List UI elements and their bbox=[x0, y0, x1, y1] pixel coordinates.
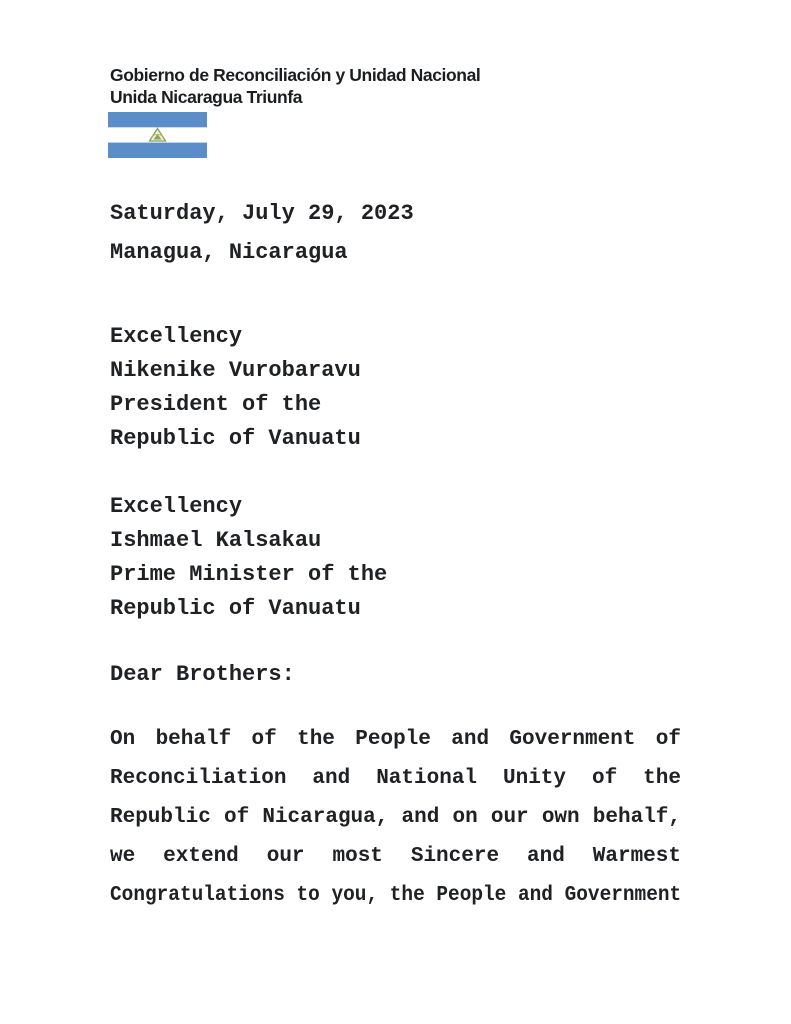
recipient-name: Ishmael Kalsakau bbox=[110, 528, 322, 553]
recipient-title-line-2: Republic of Vanuatu bbox=[110, 596, 361, 621]
dateline bbox=[110, 194, 681, 272]
recipient-president bbox=[110, 320, 681, 456]
place-text: Managua, Nicaragua bbox=[110, 240, 348, 265]
body-line-3: Republic of Nicaragua, and on our own behalf, bbox=[110, 806, 681, 829]
recipient-title-line-2: Republic of Vanuatu bbox=[110, 426, 361, 451]
salutation-text: Dear Brothers: bbox=[110, 662, 295, 687]
body-line-1: On behalf of the People and Government of bbox=[110, 728, 681, 751]
recipient-honorific: Excellency bbox=[110, 324, 243, 349]
letter-body bbox=[110, 720, 681, 915]
recipient-name: Nikenike Vurobaravu bbox=[110, 358, 361, 383]
recipient-title-line-1: President of the bbox=[110, 392, 322, 417]
body-line-5: Congratulations to you, the People and Government bbox=[110, 884, 682, 907]
recipient-prime-minister bbox=[110, 490, 681, 626]
recipient-title-line-1: Prime Minister of the bbox=[110, 562, 388, 587]
recipient-honorific: Excellency bbox=[110, 494, 243, 519]
letterhead-line-1: Gobierno de Reconciliación y Unidad Nacional bbox=[110, 65, 481, 85]
salutation bbox=[110, 662, 681, 688]
letterhead-line-2: Unida Nicaragua Triunfa bbox=[110, 87, 303, 107]
letterhead bbox=[110, 64, 710, 108]
body-line-4: we extend our most Sincere and Warmest bbox=[110, 845, 681, 868]
nicaragua-flag-icon bbox=[108, 112, 207, 158]
date-text: Saturday, July 29, 2023 bbox=[110, 201, 414, 226]
body-line-2: Reconciliation and National Unity of the bbox=[110, 767, 681, 790]
